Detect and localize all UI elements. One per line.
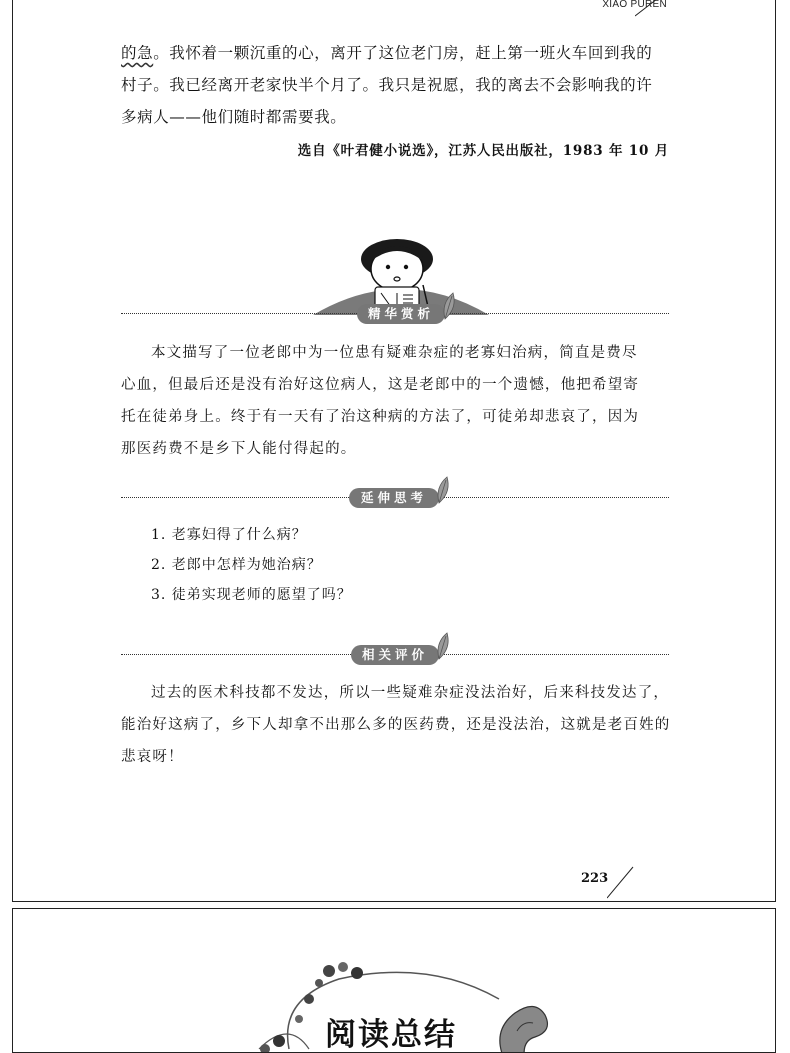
appreciation-line: 本文描写了一位老郎中为一位患有疑难杂症的老寡妇治病，简直是费尽 bbox=[151, 345, 638, 361]
underlined-word: 的急 bbox=[121, 44, 154, 62]
question-item: 1. 老寡妇得了什么病？ bbox=[151, 527, 307, 543]
page-number: 223 bbox=[581, 871, 609, 886]
leaf-icon bbox=[433, 475, 453, 505]
story-text bbox=[121, 37, 681, 133]
appreciation-line: 心血，但最后还是没有治好这位病人，这是老郎中的一个遗憾，他把希望寄 bbox=[121, 377, 640, 393]
leaf-icon bbox=[433, 631, 453, 661]
story-line bbox=[121, 37, 681, 69]
comments-banner: 相关评价 bbox=[351, 645, 439, 665]
story-line: 村子。我已经离开老家快半个月了。我只是祝愿，我的离去不会影响我的许 bbox=[121, 76, 653, 94]
story-line-remainder: 。我怀着一颗沉重的心，离开了这位老门房，赶上第一班火车回到我的 bbox=[153, 44, 653, 62]
header-slash-decoration bbox=[635, 0, 665, 17]
book-page-next bbox=[12, 908, 776, 1053]
page-number-slash-decoration bbox=[607, 865, 637, 899]
comments-line: 悲哀呀！ bbox=[121, 749, 184, 765]
source-citation: 选自《叶君健小说选》，江苏人民出版社，1983 年 10 月 bbox=[297, 143, 669, 159]
appreciation-banner: 精华赏析 bbox=[357, 304, 445, 324]
girl-reading-illustration bbox=[311, 235, 491, 315]
appreciation-line: 那医药费不是乡下人能付得起的。 bbox=[121, 441, 357, 457]
comments-line: 能治好这病了，乡下人却拿不出那么多的医药费，还是没法治，这就是老百姓的 bbox=[121, 717, 671, 733]
question-item: 2. 老郎中怎样为她治病？ bbox=[151, 557, 322, 573]
question-item: 3. 徒弟实现老师的愿望了吗？ bbox=[151, 587, 352, 603]
squirrel-decoration bbox=[495, 991, 555, 1053]
thinking-banner: 延伸思考 bbox=[349, 488, 439, 508]
comments-text bbox=[121, 677, 681, 773]
running-header: XIAO PUREN bbox=[602, 0, 667, 10]
leaf-icon bbox=[439, 291, 459, 321]
summary-section-title: 阅读总结 bbox=[325, 1017, 457, 1053]
comments-line: 过去的医术科技都不发达，所以一些疑难杂症没法治好，后来科技发达了， bbox=[151, 685, 670, 701]
question-list bbox=[151, 525, 352, 615]
appreciation-text bbox=[121, 337, 681, 465]
appreciation-line: 托在徒弟身上。终于有一天有了治这种病的方法了，可徒弟却悲哀了，因为 bbox=[121, 409, 640, 425]
story-line: 多病人——他们随时都需要我。 bbox=[121, 108, 347, 126]
book-page-223 bbox=[12, 0, 776, 902]
